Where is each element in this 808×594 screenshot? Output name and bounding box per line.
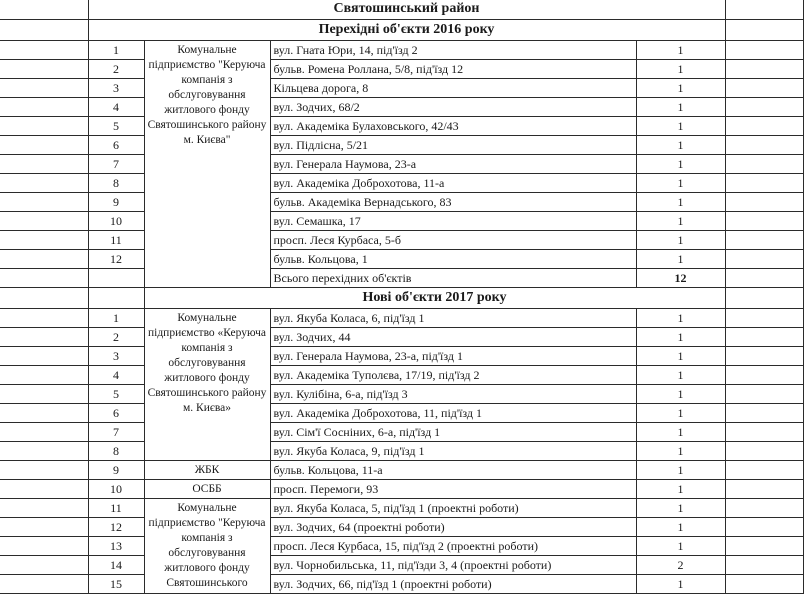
count-cell: 1	[636, 79, 725, 98]
count-cell: 1	[636, 117, 725, 136]
table-row	[0, 518, 803, 537]
count-cell: 1	[636, 423, 725, 442]
count-cell: 1	[636, 499, 725, 518]
address-cell: просп. Леся Курбаса, 5-б	[270, 231, 636, 250]
row-number: 8	[88, 442, 144, 461]
empty-cell	[0, 480, 88, 499]
row-number: 10	[88, 212, 144, 231]
district-header-row	[0, 0, 803, 20]
organization-cell: ЖБК	[144, 461, 270, 480]
empty-cell	[0, 193, 88, 212]
address-cell: бульв. Кольцова, 11-а	[270, 461, 636, 480]
empty-cell	[725, 328, 803, 347]
table-row	[0, 366, 803, 385]
row-number: 12	[88, 250, 144, 269]
count-cell: 1	[636, 347, 725, 366]
empty-cell	[725, 117, 803, 136]
empty-cell	[0, 423, 88, 442]
empty-cell	[725, 288, 803, 309]
section-2017-header-row	[0, 288, 803, 309]
count-cell: 1	[636, 537, 725, 556]
table-row	[0, 423, 803, 442]
row-number: 2	[88, 60, 144, 79]
address-cell: вул. Підлісна, 5/21	[270, 136, 636, 155]
section-2016-header-row	[0, 20, 803, 41]
empty-cell	[725, 461, 803, 480]
address-cell: вул. Академіка Булаховського, 42/43	[270, 117, 636, 136]
empty-cell	[0, 269, 88, 288]
empty-cell	[725, 518, 803, 537]
empty-cell	[0, 231, 88, 250]
count-cell: 1	[636, 404, 725, 423]
row-number: 5	[88, 385, 144, 404]
count-cell: 1	[636, 136, 725, 155]
total-value: 12	[636, 269, 725, 288]
empty-cell	[0, 518, 88, 537]
row-number: 2	[88, 328, 144, 347]
address-cell: вул. Зодчих, 64 (проектні роботи)	[270, 518, 636, 537]
empty-cell	[0, 288, 88, 309]
empty-cell	[0, 60, 88, 79]
count-cell: 1	[636, 461, 725, 480]
row-number: 5	[88, 117, 144, 136]
address-cell: бульв. Ромена Роллана, 5/8, під'їзд 12	[270, 60, 636, 79]
table-row	[0, 250, 803, 269]
table-row	[0, 98, 803, 117]
row-number: 14	[88, 556, 144, 575]
empty-cell	[0, 212, 88, 231]
empty-cell	[725, 575, 803, 594]
count-cell: 1	[636, 309, 725, 328]
address-cell: просп. Леся Курбаса, 15, під'їзд 2 (проектні роботи)	[270, 537, 636, 556]
empty-cell	[0, 0, 88, 20]
empty-cell	[725, 347, 803, 366]
count-cell: 1	[636, 250, 725, 269]
empty-cell	[0, 347, 88, 366]
count-cell: 1	[636, 480, 725, 499]
table-row	[0, 385, 803, 404]
table-row	[0, 117, 803, 136]
address-cell: вул. Зодчих, 68/2	[270, 98, 636, 117]
address-cell: вул. Академіка Доброхотова, 11-а	[270, 174, 636, 193]
empty-cell	[88, 269, 144, 288]
table-row	[0, 155, 803, 174]
address-cell: вул. Якуба Коласа, 9, під'їзд 1	[270, 442, 636, 461]
empty-cell	[0, 556, 88, 575]
row-number: 11	[88, 499, 144, 518]
count-cell: 1	[636, 174, 725, 193]
total-row	[0, 269, 803, 288]
organization-cell: Комунальне підприємство "Керуюча компанія з обслуговування житлового фонду Святошинського району м. Києва"	[144, 41, 270, 288]
table-row	[0, 328, 803, 347]
empty-cell	[0, 366, 88, 385]
row-number: 9	[88, 193, 144, 212]
row-number: 13	[88, 537, 144, 556]
empty-cell	[0, 404, 88, 423]
count-cell: 1	[636, 575, 725, 594]
table-row	[0, 309, 803, 328]
count-cell: 1	[636, 366, 725, 385]
table-row	[0, 193, 803, 212]
count-cell: 1	[636, 442, 725, 461]
count-cell: 1	[636, 98, 725, 117]
total-label: Всього перехідних об'єктів	[270, 269, 636, 288]
empty-cell	[0, 41, 88, 60]
table-row	[0, 136, 803, 155]
empty-cell	[725, 499, 803, 518]
empty-cell	[0, 309, 88, 328]
row-number: 6	[88, 136, 144, 155]
empty-cell	[725, 79, 803, 98]
empty-cell	[725, 556, 803, 575]
empty-cell	[725, 136, 803, 155]
table-row	[0, 212, 803, 231]
table-row	[0, 60, 803, 79]
empty-cell	[725, 212, 803, 231]
row-number: 3	[88, 347, 144, 366]
count-cell: 1	[636, 193, 725, 212]
empty-cell	[0, 155, 88, 174]
address-cell: вул. Гната Юри, 14, під'їзд 2	[270, 41, 636, 60]
table-row	[0, 41, 803, 60]
table-row	[0, 537, 803, 556]
empty-cell	[725, 174, 803, 193]
empty-cell	[725, 480, 803, 499]
empty-cell	[0, 20, 88, 41]
table-row	[0, 556, 803, 575]
table-row	[0, 174, 803, 193]
table-row	[0, 442, 803, 461]
empty-cell	[725, 193, 803, 212]
table-row	[0, 461, 803, 480]
row-number: 7	[88, 423, 144, 442]
address-cell: вул. Семашка, 17	[270, 212, 636, 231]
table-row	[0, 79, 803, 98]
section-2016-title: Перехідні об'єкти 2016 року	[88, 20, 725, 41]
row-number: 3	[88, 79, 144, 98]
count-cell: 1	[636, 518, 725, 537]
row-number: 12	[88, 518, 144, 537]
table-row	[0, 347, 803, 366]
address-cell: вул. Генерала Наумова, 23-а, під'їзд 1	[270, 347, 636, 366]
empty-cell	[0, 575, 88, 594]
row-number: 10	[88, 480, 144, 499]
empty-cell	[725, 309, 803, 328]
count-cell: 1	[636, 41, 725, 60]
empty-cell	[725, 366, 803, 385]
empty-cell	[725, 442, 803, 461]
count-cell: 1	[636, 328, 725, 347]
organization-cell: ОСББ	[144, 480, 270, 499]
organization-cell: Комунальне підприємство "Керуюча компанія з обслуговування житлового фонду Святошинського	[144, 499, 270, 594]
address-cell: Кільцева дорога, 8	[270, 79, 636, 98]
empty-cell	[88, 288, 144, 309]
empty-cell	[725, 155, 803, 174]
count-cell: 1	[636, 155, 725, 174]
row-number: 1	[88, 309, 144, 328]
row-number: 1	[88, 41, 144, 60]
empty-cell	[0, 136, 88, 155]
empty-cell	[0, 499, 88, 518]
count-cell: 2	[636, 556, 725, 575]
organization-cell: Комунальне підприємство «Керуюча компанія з обслуговування житлового фонду Святошинського району м. Києва»	[144, 309, 270, 461]
district-title: Святошинський район	[88, 0, 725, 20]
empty-cell	[0, 328, 88, 347]
empty-cell	[725, 20, 803, 41]
address-cell: вул. Сім'ї Сосніних, 6-а, під'їзд 1	[270, 423, 636, 442]
table-row	[0, 231, 803, 250]
empty-cell	[0, 385, 88, 404]
count-cell: 1	[636, 385, 725, 404]
empty-cell	[0, 98, 88, 117]
address-cell: просп. Перемоги, 93	[270, 480, 636, 499]
empty-cell	[0, 117, 88, 136]
empty-cell	[0, 442, 88, 461]
empty-cell	[725, 0, 803, 20]
empty-cell	[725, 98, 803, 117]
empty-cell	[725, 41, 803, 60]
table-row	[0, 480, 803, 499]
empty-cell	[0, 250, 88, 269]
count-cell: 1	[636, 212, 725, 231]
empty-cell	[725, 423, 803, 442]
table-row	[0, 575, 803, 594]
table-row	[0, 404, 803, 423]
address-cell: вул. Чорнобильська, 11, під'їзди 3, 4 (проектні роботи)	[270, 556, 636, 575]
count-cell: 1	[636, 231, 725, 250]
row-number: 8	[88, 174, 144, 193]
address-cell: вул. Кулібіна, 6-а, під'їзд 3	[270, 385, 636, 404]
empty-cell	[725, 231, 803, 250]
empty-cell	[0, 461, 88, 480]
table-row	[0, 499, 803, 518]
row-number: 6	[88, 404, 144, 423]
row-number: 4	[88, 366, 144, 385]
empty-cell	[725, 60, 803, 79]
address-cell: вул. Якуба Коласа, 6, під'їзд 1	[270, 309, 636, 328]
address-cell: вул. Академіка Доброхотова, 11, під'їзд 1	[270, 404, 636, 423]
empty-cell	[725, 269, 803, 288]
address-cell: вул. Зодчих, 44	[270, 328, 636, 347]
empty-cell	[725, 404, 803, 423]
empty-cell	[0, 174, 88, 193]
row-number: 9	[88, 461, 144, 480]
row-number: 11	[88, 231, 144, 250]
empty-cell	[725, 537, 803, 556]
empty-cell	[725, 385, 803, 404]
row-number: 7	[88, 155, 144, 174]
address-cell: бульв. Кольцова, 1	[270, 250, 636, 269]
empty-cell	[0, 79, 88, 98]
address-cell: вул. Генерала Наумова, 23-а	[270, 155, 636, 174]
empty-cell	[725, 250, 803, 269]
address-cell: вул. Якуба Коласа, 5, під'їзд 1 (проектні роботи)	[270, 499, 636, 518]
address-cell: вул. Академіка Туполєва, 17/19, під'їзд 2	[270, 366, 636, 385]
address-cell: вул. Зодчих, 66, під'їзд 1 (проектні роботи)	[270, 575, 636, 594]
count-cell: 1	[636, 60, 725, 79]
address-cell: бульв. Академіка Вернадського, 83	[270, 193, 636, 212]
row-number: 4	[88, 98, 144, 117]
section-2017-title: Нові об'єкти 2017 року	[144, 288, 725, 309]
row-number: 15	[88, 575, 144, 594]
empty-cell	[0, 537, 88, 556]
